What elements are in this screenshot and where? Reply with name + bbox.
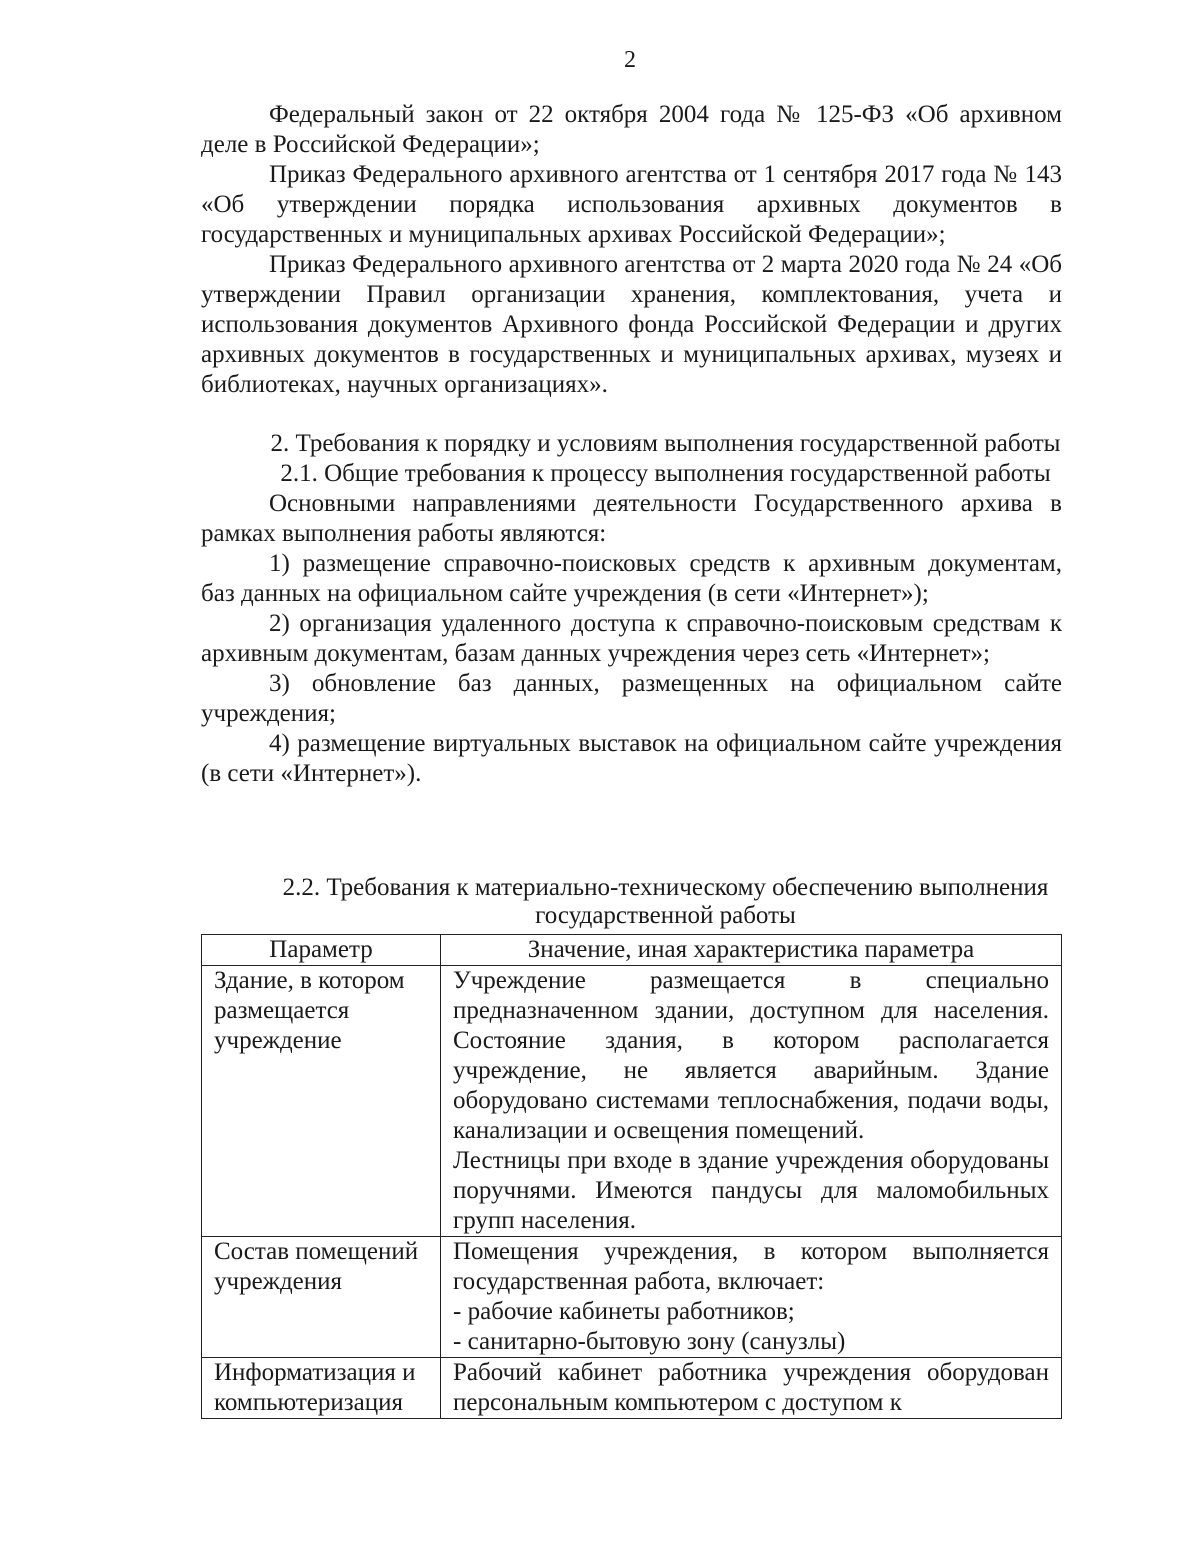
section-2 — [201, 429, 1062, 789]
section-2-heading: 2. Требования к порядку и условиям выполнения государственной работы — [270, 430, 1061, 457]
section-2-1-heading: 2.1. Общие требования к процессу выполнения государственной работы — [280, 460, 1051, 487]
material-requirements-table — [201, 934, 1062, 1419]
section-2-2-heading: 2.2. Требования к материально-техническому обеспечению выполнения государственной работы — [282, 874, 1049, 929]
intro-legal-acts — [201, 100, 1062, 400]
value-paragraph: - рабочие кабинеты работников; — [453, 1298, 795, 1325]
legal-act-paragraph: Приказ Федерального архивного агентства от 1 сентября 2017 года № 143 «Об утверждении порядка использования архивных документов в государственных и муниципальных архивах Российской Федерации»; — [201, 161, 1062, 248]
param-cell: Здание, в котором размещается учреждение — [202, 966, 441, 1237]
value-paragraph: Лестницы при входе в здание учреждения оборудованы поручнями. Имеются пандусы для маломобильных групп населения. — [453, 1147, 1049, 1234]
value-cell — [441, 1358, 1062, 1419]
value-cell — [441, 966, 1062, 1237]
page-number: 2 — [624, 47, 636, 73]
value-cell — [441, 1237, 1062, 1358]
direction-item: 3) обновление баз данных, размещенных на официальном сайте учреждения; — [201, 670, 1062, 727]
direction-item: 1) размещение справочно-поисковых средств к архивным документам, баз данных на официальном сайте учреждения (в сети «Интернет»); — [201, 550, 1062, 607]
legal-act-paragraph: Приказ Федерального архивного агентства от 2 марта 2020 года № 24 «Об утверждении Правил организации хранения, комплектования, учета и использования документов Архивного фонда Российской Федерации и других архивных документов в государственных и муниципальных архивах, музеях и библиотеках, научных организациях». — [201, 251, 1062, 398]
column-header-value: Значение, иная характеристика параметра — [441, 935, 1062, 966]
direction-item: 2) организация удаленного доступа к справочно-поисковым средствам к архивным документам, базам данных учреждения через сеть «Интернет»; — [201, 610, 1062, 667]
section-2-1-lead: Основными направлениями деятельности Государственного архива в рамках выполнения работы являются: — [201, 490, 1062, 547]
table-header-row — [202, 935, 1062, 966]
table-row — [202, 1358, 1062, 1419]
value-paragraph: Рабочий кабинет работника учреждения оборудован персональным компьютером с доступом к — [453, 1359, 1049, 1416]
param-cell: Состав помещений учреждения — [202, 1237, 441, 1358]
direction-item: 4) размещение виртуальных выставок на официальном сайте учреждения (в сети «Интернет»). — [201, 730, 1062, 787]
value-paragraph: Помещения учреждения, в котором выполняется государственная работа, включает: — [453, 1238, 1049, 1295]
legal-act-paragraph: Федеральный закон от 22 октября 2004 года № 125-ФЗ «Об архивном деле в Российской Федерации»; — [201, 101, 1062, 158]
section-2-2 — [201, 874, 1062, 930]
table-row — [202, 966, 1062, 1237]
param-cell: Информатизация и компьютеризация — [202, 1358, 441, 1419]
value-paragraph: Учреждение размещается в специально предназначенном здании, доступном для населения. Состояние здания, в котором располагается учреждение, не является аварийным. Здание оборудовано системами теплоснабжения, подачи воды, канализации и освещения помещений. — [453, 967, 1049, 1144]
column-header-param: Параметр — [202, 935, 441, 966]
value-paragraph: - санитарно-бытовую зону (санузлы) — [453, 1328, 846, 1355]
table-row — [202, 1237, 1062, 1358]
